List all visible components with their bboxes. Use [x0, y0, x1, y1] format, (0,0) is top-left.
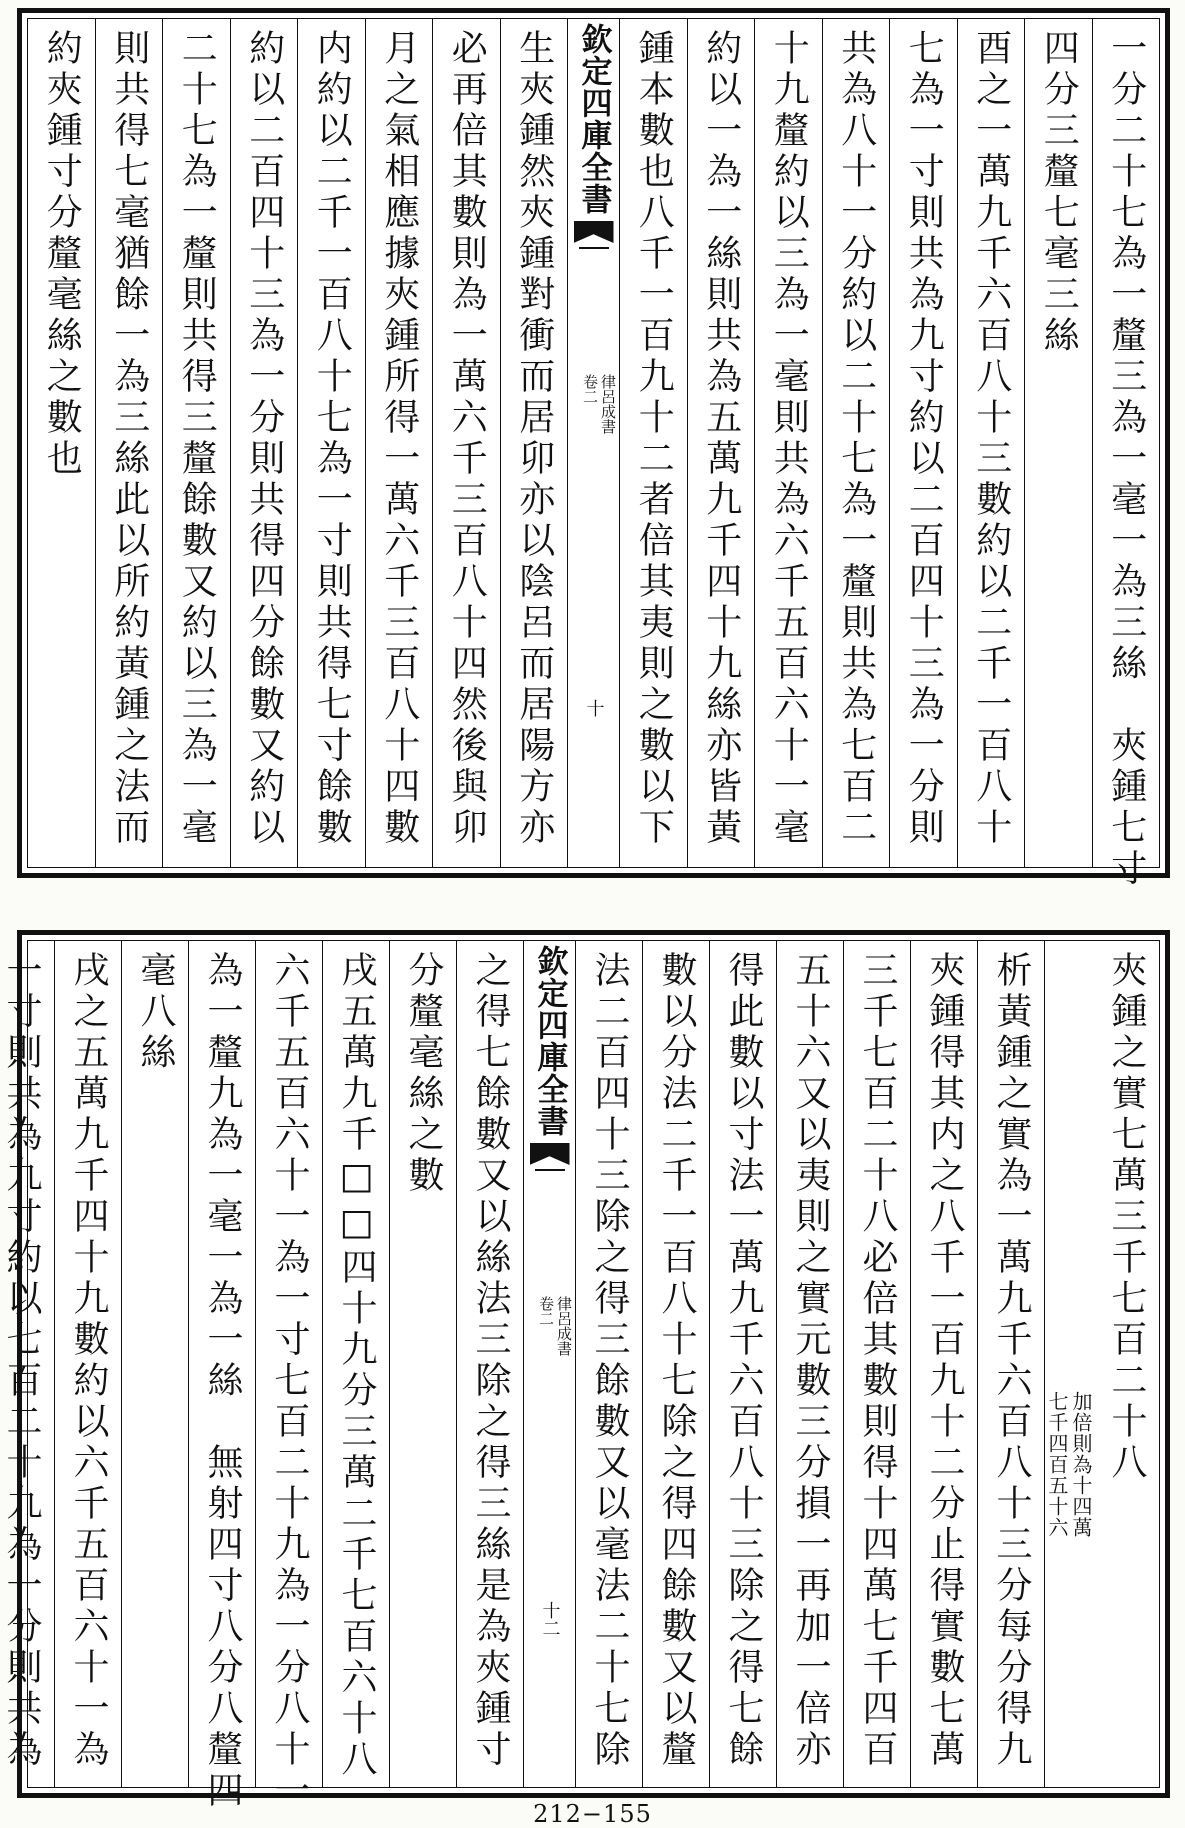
page-number: 十 [583, 699, 605, 717]
header-title: 欽定四庫全書 [531, 945, 568, 1137]
fish-tail-mark-icon [574, 221, 614, 271]
text-column: 三千七百二十八必倍其數則得十四萬七千四百 [843, 941, 910, 1787]
text-column: 十九釐約以三為一毫則共為六千五百六十一毫 [754, 19, 822, 867]
fish-tail-mark-icon [530, 1143, 570, 1193]
text-column: 七為一寸則共為九寸約以二百四十三為一分則 [889, 19, 957, 867]
text-column: 約以一為一絲則共為五萬九千四十九絲亦皆黃 [687, 19, 755, 867]
text-column: 約夾鍾寸分釐毫絲之數也 [41, 29, 83, 480]
text-column: 分釐毫絲之數 [389, 941, 456, 1787]
volume-label: 卷二 [537, 1296, 555, 1326]
center-gutter [523, 941, 575, 1787]
text-column: 夾鍾之實七萬三千七百二十八 加倍則為十四萬 七千四百五十六 [1044, 941, 1159, 1787]
book-info [537, 1296, 573, 1356]
page-number: 十二 [539, 1601, 561, 1637]
column-grid-top [27, 18, 1160, 890]
text-column: 鍾本數也八千一百九十二者倍其夷則之數以下 [619, 19, 687, 867]
text-column: 為一釐九為一毫一為一絲 無射四寸八分八釐四 [188, 941, 255, 1787]
text-column: 得此數以寸法一萬九千六百八十三除之得七餘 [709, 941, 776, 1787]
center-gutter [567, 19, 619, 867]
page-panel-top [17, 8, 1170, 890]
text-column: 一寸則共為九寸約以七百二十九為一分則共為 [1, 951, 42, 1771]
text-column: 内約以二千一百八十七為一寸則共得七寸餘數 [297, 19, 365, 867]
text-column: 戌五萬九千□□四十九分三萬二千七百六十八 [322, 941, 389, 1787]
text-column: 月之氣相應據夾鍾所得一萬六千三百八十四數 [365, 19, 433, 867]
text-column: 生夾鍾然夾鍾對衝而居卯亦以陰呂而居陽方亦 [500, 19, 568, 867]
text-column: 之得七餘數又以絲法三除之得三絲是為夾鍾寸 [456, 941, 523, 1787]
text-column: 一分二十七為一釐三為一毫一為三絲 夾鍾七寸 [1092, 19, 1160, 867]
text-column: 四分三釐七毫三絲 [1024, 19, 1092, 867]
book-name: 律呂成書 [599, 374, 617, 434]
column-grid-bottom [1, 940, 1160, 1812]
page-footer-number: 212−155 [533, 1800, 652, 1828]
text-column: 析黃鍾之實為一萬九千六百八十三分每分得九 [977, 941, 1044, 1787]
text-column: 則共得七毫猶餘一為三絲此以所約黃鍾之法而 [95, 19, 163, 867]
text-column: 約以二百四十三為一分則共得四分餘數又約以 [230, 19, 298, 867]
text-column: 毫八絲 [121, 941, 188, 1787]
text-column: 戌之五萬九千四十九數約以六千五百六十一為 [54, 941, 121, 1787]
page-panel-bottom [1, 930, 1170, 1812]
book-name: 律呂成書 [555, 1296, 573, 1356]
inline-note: 加倍則為十四萬 七千四百五十六 [1045, 1391, 1093, 1538]
book-info [581, 374, 617, 434]
text-column: 五十六又以夷則之實元數三分損一再加一倍亦 [776, 941, 843, 1787]
volume-label: 卷二 [581, 374, 599, 404]
text-column: 法二百四十三除之得三餘數又以毫法二十七除 [575, 941, 642, 1787]
text-column: 數以分法二千一百八十七除之得四餘數又以釐 [642, 941, 709, 1787]
text-column: 夾鍾得其内之八千一百九十二分止得實數七萬 [910, 941, 977, 1787]
text-column: 共為八十一分約以二十七為一釐則共為七百二 [822, 19, 890, 867]
text-column: 必再倍其數則為一萬六千三百八十四然後與卯 [432, 19, 500, 867]
text-column: 二十七為一釐則共得三釐餘數又約以三為一毫 [162, 19, 230, 867]
text-column: 酉之一萬九千六百八十三數約以二千一百八十 [957, 19, 1025, 867]
text-column: 六千五百六十一為一寸七百二十九為一分八十一 [255, 941, 322, 1787]
header-title: 欽定四庫全書 [575, 23, 612, 215]
